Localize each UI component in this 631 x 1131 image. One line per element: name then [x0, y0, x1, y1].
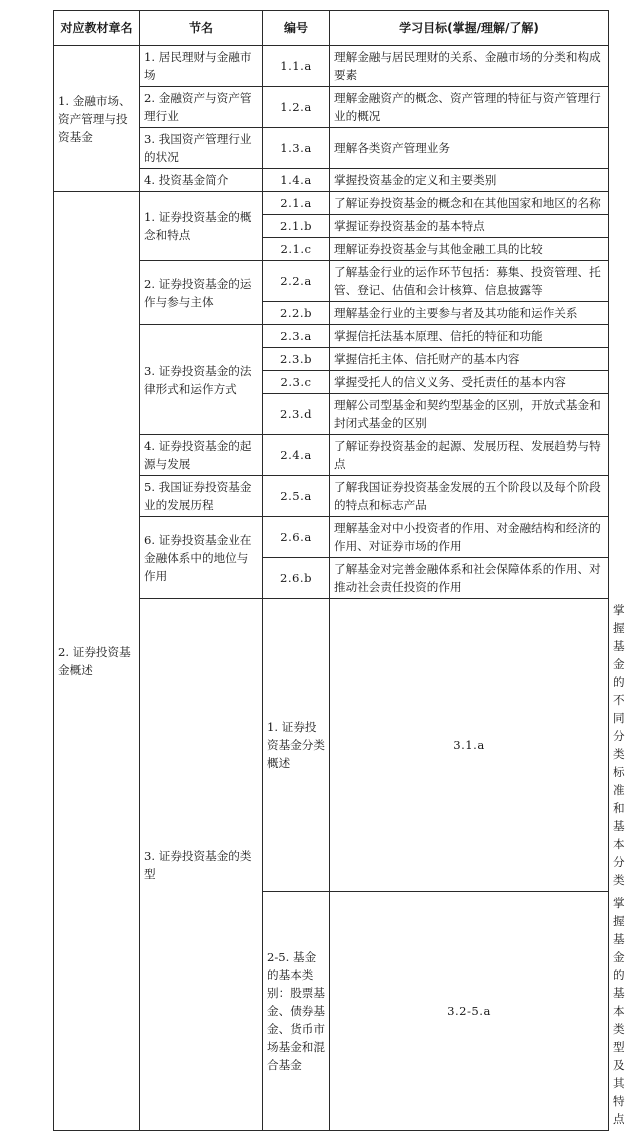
- code-cell: 2.3.b: [263, 348, 330, 371]
- section-cell: 2-5. 基金的基本类别：股票基金、债券基金、货币市场基金和混合基金: [263, 892, 330, 1131]
- section-cell: 6. 证券投资基金业在金融体系中的地位与作用: [140, 517, 263, 599]
- learning-objectives-table: [53, 10, 625, 1131]
- code-cell: 2.5.a: [263, 476, 330, 517]
- section-cell: 1. 证券投资基金的概念和特点: [140, 192, 263, 261]
- code-cell: 1.4.a: [263, 169, 330, 192]
- section-cell: 3. 我国资产管理行业的状况: [140, 128, 263, 169]
- header-code: 编号: [263, 11, 330, 46]
- section-cell: 4. 证券投资基金的起源与发展: [140, 435, 263, 476]
- code-cell: 1.1.a: [263, 46, 330, 87]
- code-cell: 2.6.b: [263, 558, 330, 599]
- table-row: [54, 46, 609, 87]
- code-cell: 1.2.a: [263, 87, 330, 128]
- objective-cell: 掌握投资基金的定义和主要类别: [330, 169, 609, 192]
- objective-cell: 了解我国证券投资基金发展的五个阶段以及每个阶段的特点和标志产品: [330, 476, 609, 517]
- objective-cell: 理解基金对中小投资者的作用、对金融结构和经济的作用、对证券市场的作用: [330, 517, 609, 558]
- chapter-cell: 1. 金融市场、资产管理与投资基金: [54, 46, 140, 192]
- section-cell: 2. 金融资产与资产管理行业: [140, 87, 263, 128]
- code-cell: 2.2.a: [263, 261, 330, 302]
- header-objective: 学习目标(掌握/理解/了解): [330, 11, 609, 46]
- objective-cell: 掌握受托人的信义义务、受托责任的基本内容: [330, 371, 609, 394]
- objective-cell: 了解证券投资基金的概念和在其他国家和地区的名称: [330, 192, 609, 215]
- code-cell: 2.3.c: [263, 371, 330, 394]
- chapter-cell: 3. 证券投资基金的类型: [140, 599, 263, 1131]
- objective-cell: 理解证券投资基金与其他金融工具的比较: [330, 238, 609, 261]
- code-cell: 2.1.b: [263, 215, 330, 238]
- section-cell: 1. 居民理财与金融市场: [140, 46, 263, 87]
- code-cell: 2.1.c: [263, 238, 330, 261]
- code-cell: 3.1.a: [330, 599, 609, 892]
- objective-cell: 理解金融与居民理财的关系、金融市场的分类和构成要素: [330, 46, 609, 87]
- objective-cell: 理解各类资产管理业务: [330, 128, 609, 169]
- section-cell: 1. 证券投资基金分类概述: [263, 599, 330, 892]
- table-row: 3. 证券投资基金的类型 1. 证券投资基金分类概述 3.1.a 掌握基金的不同分类标准和基本分类: [54, 599, 609, 892]
- code-cell: 1.3.a: [263, 128, 330, 169]
- section-cell: 4. 投资基金简介: [140, 169, 263, 192]
- code-cell: 3.2-5.a: [330, 892, 609, 1131]
- chapter-cell: 2. 证券投资基金概述: [54, 192, 140, 1131]
- code-cell: 2.4.a: [263, 435, 330, 476]
- section-cell: 2. 证券投资基金的运作与参与主体: [140, 261, 263, 325]
- code-cell: 2.1.a: [263, 192, 330, 215]
- table-row: 2-5. 基金的基本类别：股票基金、债券基金、货币市场基金和混合基金 3.2-5.a 掌握基金的基本类型及其特点: [54, 892, 609, 1131]
- code-cell: 2.3.d: [263, 394, 330, 435]
- section-cell: 3. 证券投资基金的法律形式和运作方式: [140, 325, 263, 435]
- objective-cell: 了解基金行业的运作环节包括：募集、投资管理、托管、登记、估值和会计核算、信息披露等: [330, 261, 609, 302]
- code-cell: 2.2.b: [263, 302, 330, 325]
- code-cell: 2.3.a: [263, 325, 330, 348]
- code-cell: 2.6.a: [263, 517, 330, 558]
- objective-cell: 了解证券投资基金的起源、发展历程、发展趋势与特点: [330, 435, 609, 476]
- header-chapter: 对应教材章名: [54, 11, 140, 46]
- objective-cell: 了解基金对完善金融体系和社会保障体系的作用、对推动社会责任投资的作用: [330, 558, 609, 599]
- objective-cell: 掌握信托法基本原理、信托的特征和功能: [330, 325, 609, 348]
- header-row: [54, 11, 609, 46]
- objective-cell: 理解基金行业的主要参与者及其功能和运作关系: [330, 302, 609, 325]
- objective-cell: 理解公司型基金和契约型基金的区别，开放式基金和封闭式基金的区别: [330, 394, 609, 435]
- header-section: 节名: [140, 11, 263, 46]
- objective-cell: 掌握证券投资基金的基本特点: [330, 215, 609, 238]
- objective-cell: 掌握信托主体、信托财产的基本内容: [330, 348, 609, 371]
- section-cell: 5. 我国证券投资基金业的发展历程: [140, 476, 263, 517]
- objective-cell: 理解金融资产的概念、资产管理的特征与资产管理行业的概况: [330, 87, 609, 128]
- table-row: [54, 192, 609, 215]
